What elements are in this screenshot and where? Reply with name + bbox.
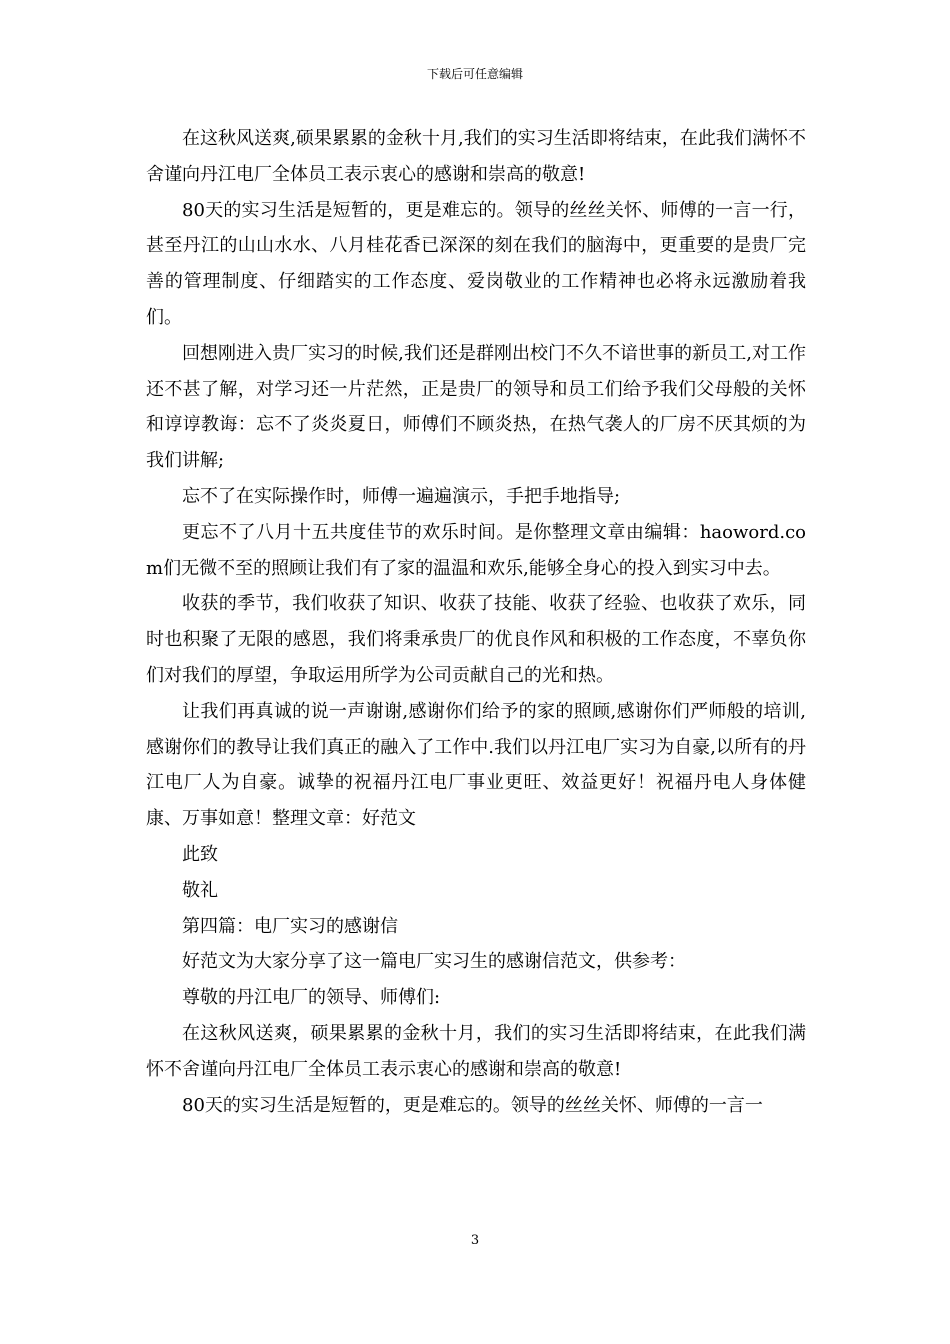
document-body <box>146 121 806 1123</box>
paragraph: 收获的季节，我们收获了知识、收获了技能、收获了经验、也收获了欢乐，同时也积聚了无限的感恩，我们将秉承贵厂的优良作风和积极的工作态度，不辜负你们对我们的厚望，争取运用所学为公司贡献自己的光和热。 <box>146 593 806 686</box>
paragraph: 在这秋风送爽,硕果累累的金秋十月,我们的实习生活即将结束，在此我们满怀不舍谨向丹江电厂全体员工表示衷心的感谢和崇高的敬意! <box>146 128 806 185</box>
paragraph: 在这秋风送爽，硕果累累的金秋十月，我们的实习生活即将结束，在此我们满怀不舍谨向丹江电厂全体员工表示衷心的感谢和崇高的敬意! <box>146 1022 806 1080</box>
paragraph: 忘不了在实际操作时，师傅一遍遍演示，手把手地指导; <box>182 485 621 507</box>
section-heading: 第四篇：电厂实习的感谢信 <box>182 915 398 937</box>
page-header: 下载后可任意编辑 <box>426 67 523 81</box>
paragraph: 80天的实习生活是短暂的，更是难忘的。领导的丝丝关怀、师傅的一言一 <box>182 1094 763 1116</box>
salutation: 尊敬的丹江电厂的领导、师傅们: <box>182 987 441 1009</box>
closing-line: 敬礼 <box>182 879 218 901</box>
paragraph: 更忘不了八月十五共度佳节的欢乐时间。是你整理文章由编辑：haoword.com们无微不至的照顾让我们有了家的温温和欢乐,能够全身心的投入到实习中去。 <box>146 521 806 579</box>
paragraph: 让我们再真诚的说一声谢谢,感谢你们给予的家的照顾,感谢你们严师般的培训,感谢你们的教导让我们真正的融入了工作中.我们以丹江电厂实习为自豪,以所有的丹江电厂人为自豪。诚挚的祝福丹江电厂事业更旺、效益更好！祝福丹电人身体健康、万事如意！整理文章：好范文 <box>146 700 806 830</box>
page-number: 3 <box>470 1233 480 1248</box>
closing-line: 此致 <box>182 843 218 865</box>
paragraph: 好范文为大家分享了这一篇电厂实习生的感谢信范文，供参考： <box>182 951 686 973</box>
paragraph: 80天的实习生活是短暂的，更是难忘的。领导的丝丝关怀、师傅的一言一行，甚至丹江的山山水水、八月桂花香已深深的刻在我们的脑海中，更重要的是贵厂完善的管理制度、仔细踏实的工作态度、爱岗敬业的工作精神也必将永远激励着我们。 <box>146 199 806 328</box>
paragraph: 回想刚进入贵厂实习的时候,我们还是群刚出校门不久不谙世事的新员工,对工作还不甚了解，对学习还一片茫然，正是贵厂的领导和员工们给予我们父母般的关怀和谆谆教诲：忘不了炎炎夏日，师傅们不顾炎热，在热气袭人的厂房不厌其烦的为我们讲解; <box>146 342 806 472</box>
